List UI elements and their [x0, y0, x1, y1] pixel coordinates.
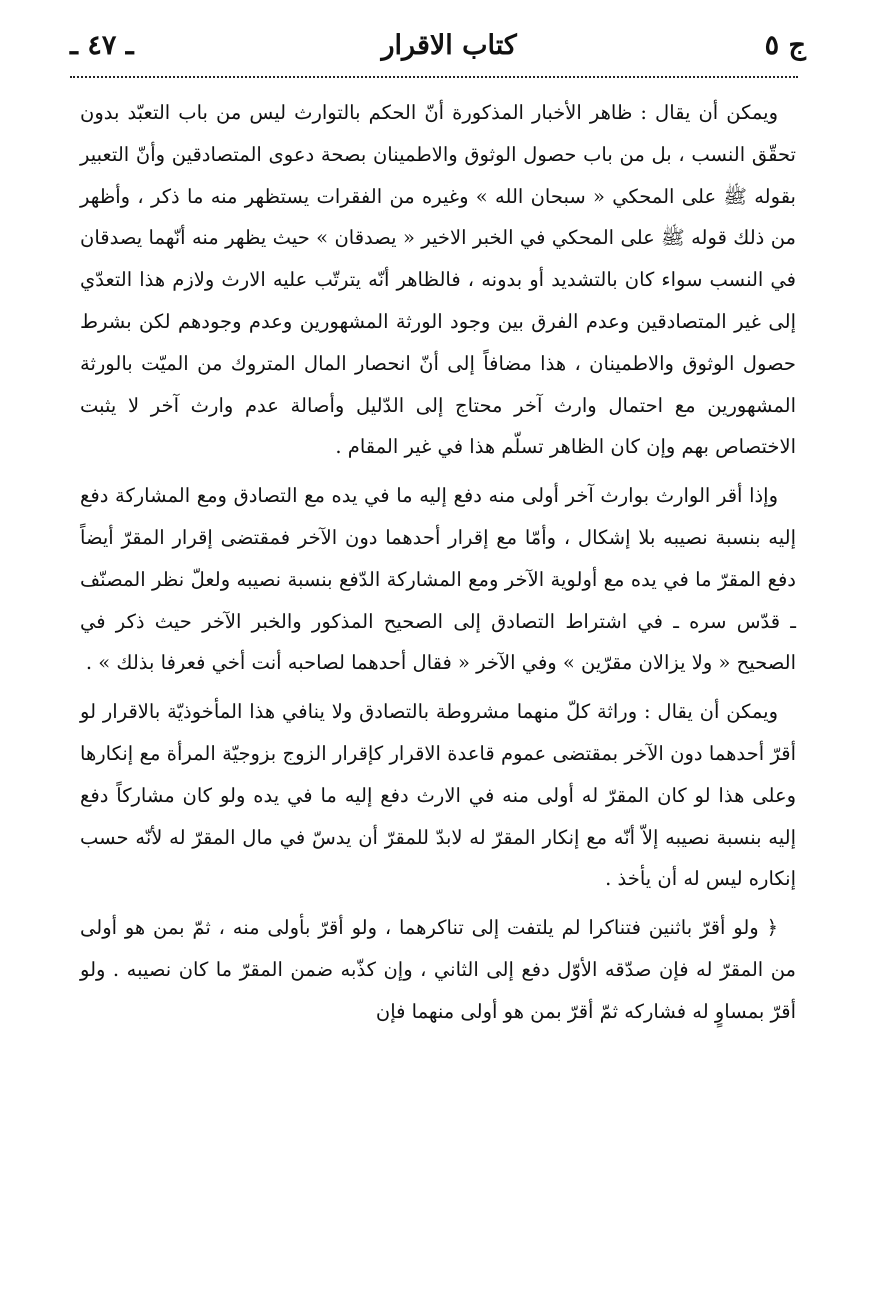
book-title: كتاب الاقرار [381, 29, 517, 61]
page-number: ـ ٤٧ ـ [70, 29, 134, 61]
paragraph: ويمكن أن يقال : وراثة كلّ منهما مشروطة بالتصادق ولا ينافي هذا المأخوذيّة بالاقرار لو أقرّ أحدهما دون الآخر بمقتضى عموم قاعدة الاقرار كإقرار الزوج بزوجيّة المرأة مع إنكارها وعلى هذا لو كان المقرّ له أولى منه في الارث دفع إليه ما في يده ولو كان مشاركاً دفع إليه بنسبة نصيبه إلاّ أنّه مع إنكار المقرّ له لابدّ للمقرّ أن يدسّ في مال المقرّ له لأنّه حسب إنكاره ليس له أن يأخذ . [80, 700, 796, 891]
paragraph: وإذا أقر الوارث بوارث آخر أولى منه دفع إليه ما في يده مع التصادق ومع المشاركة دفع إليه بنسبة نصيبه بلا إشكال ، وأمّا مع إقرار أحدهما دون الآخر فمقتضى إقرار المقرّ أيضاً دفع المقرّ ما في يده مع أولوية الآخر ومع المشاركة الدّفع بنسبة نصيبه ولعلّ نظر المصنّف ـ قدّس سره ـ في اشتراط التصادق إلى الصحيح المذكور والخبر الآخر حيث ذكر في الصحيح « ولا يزالان مقرّين » وفي الآخر « فقال أحدهما لصاحبه أنت أخي فعرفا بذلك » . [80, 484, 796, 675]
paragraph: ﴿ ولو أقرّ باثنين فتناكرا لم يلتفت إلى تناكرهما ، ولو أقرّ بأولى منه ، ثمّ بمن هو أولى من المقرّ له فإن صدّقه الأوّل دفع إلى الثاني ، وإن كذّبه ضمن المقرّ ما كان نصيبه . ولو أقرّ بمساوٍ له فشاركه ثمّ أقرّ بمن هو أولى منهما فإن [80, 916, 796, 1023]
paragraph: ويمكن أن يقال : ظاهر الأخبار المذكورة أنّ الحكم بالتوارث ليس من باب التعبّد بدون تحقّق النسب ، بل من باب حصول الوثوق والاطمينان بصحة دعوى المتصادقين وأنّ التعبير بقوله ﷺ على المحكي « سبحان الله » وغيره من الفقرات يستظهر منه ما ذكر ، وأظهر من ذلك قوله ﷺ على المحكي في الخبر الاخير « يصدقان » حيث يظهر منه أنّهما يصدقان في النسب سواء كان بالتشديد أو بدونه ، فالظاهر أنّه يترتّب عليه الارث ولازم هذا التعدّي إلى غير المتصادقين وعدم الفرق بين وجود الورثة المشهورين وعدم وجودهم لكن بشرط حصول الوثوق والاطمينان ، هذا مضافاً إلى أنّ انحصار المال المتروك من الميّت بالورثة المشهورين مع احتمال وارث آخر محتاج إلى الدّليل وأصالة عدم وارث آخر لا يثبت الاختصاص بهم وإن كان الظاهر تسلّم هذا في غير المقام . [80, 101, 796, 459]
header-divider [70, 76, 798, 78]
page-header [70, 0, 806, 68]
page-body [80, 92, 796, 1033]
volume-label: ج ٥ [764, 29, 806, 61]
